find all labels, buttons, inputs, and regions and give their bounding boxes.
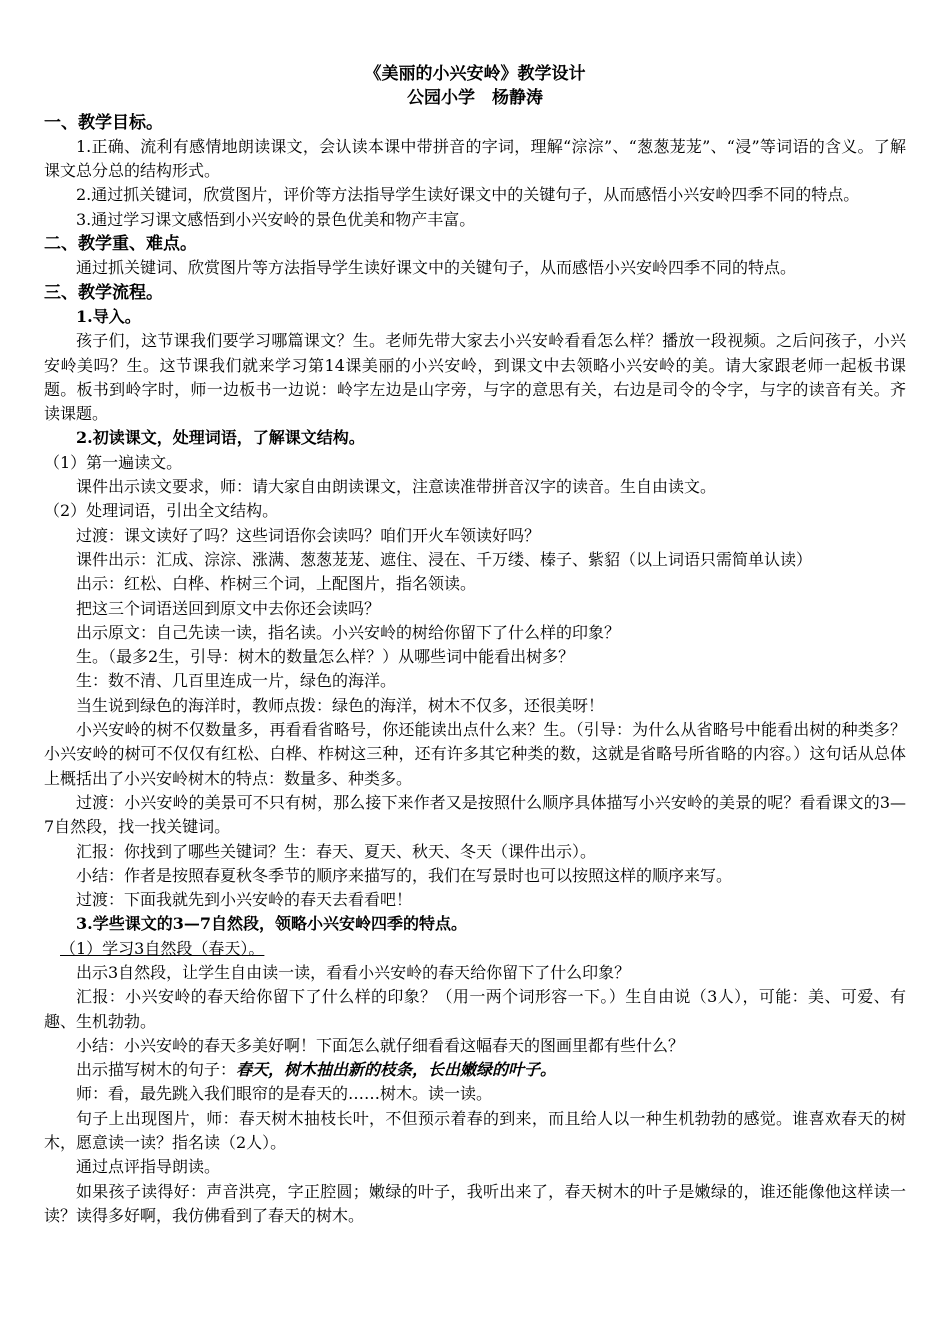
- paragraph: 生。（最多2生，引导：树木的数量怎么样？）从哪些词中能看出树多？: [76, 647, 575, 667]
- step-2-item-1: （1）第一遍读文。: [44, 452, 183, 472]
- paragraph: 过渡：课文读好了吗？这些词语你会读吗？咱们开火车领读好吗？: [76, 525, 541, 545]
- section-heading-goals: 一、教学目标。: [44, 112, 163, 133]
- paragraph: 句子上出现图片，师：春天树木抽枝长叶，不但预示着春的到来，而且给人以一种生机勃勃的感觉。谁喜欢春天的树木，愿意读一读？指名读（2人）。: [44, 1108, 906, 1153]
- step-3-item-1: （1）学习3自然段（春天）。: [60, 938, 265, 958]
- paragraph: 生：数不清、几百里连成一片，绿色的海洋。: [76, 671, 397, 691]
- paragraph: 过渡：下面我就先到小兴安岭的春天去看看吧！: [76, 890, 413, 910]
- paragraph: 师：看，最先跳入我们眼帘的是春天的……树木。读一读。: [76, 1084, 493, 1104]
- step-3-item-1-wrap: [44, 937, 906, 961]
- step-2-heading: 2.初读课文，处理词语，了解课文结构。: [76, 428, 365, 448]
- paragraph: 汇报：小兴安岭的春天给你留下了什么样的印象？（用一两个词形容一下。）生自由说（3人），可能：美、可爱、有趣、生机勃勃。: [44, 987, 906, 1031]
- paragraph: 通过点评指导朗读。: [76, 1157, 221, 1177]
- paragraph: 出示：红松、白桦、柞树三个词，上配图片，指名领读。: [76, 574, 477, 594]
- paragraph: 汇报：你找到了哪些关键词？生：春天、夏天、秋天、冬天（课件出示）。: [76, 841, 597, 861]
- paragraph: 把这三个词语送回到原文中去你还会读吗？: [76, 598, 381, 618]
- spring-sentence: 春天，树木抽出新的枝条，长出嫩绿的叶子。: [236, 1060, 557, 1080]
- paragraph: 小结：小兴安岭的春天多美好啊！下面怎么就仔细看看这幅春天的图画里都有些什么？: [76, 1035, 685, 1055]
- spring-sentence-paragraph: [44, 1058, 906, 1082]
- step-1-heading: 1.导入。: [76, 306, 141, 326]
- step-1-text: 孩子们，这节课我们要学习哪篇课文？生。老师先带大家去小兴安岭看看怎么样？播放一段视频。之后问孩子，小兴安岭美吗？生。这节课我们就来学习第14课美丽的小兴安岭，到课文中去领略小兴安岭的美。请大家跟老师一起板书课题。板书到岭字时，师一边板书一边说：岭字左边是山字旁，与字的意思有关，右边是司令的令字，与字的读音有关。齐读课题。: [44, 331, 906, 424]
- spring-sentence-prefix: 出示描写树木的句子：: [76, 1060, 237, 1080]
- paragraph: 出示原文：自己先读一读，指名读。小兴安岭的树给你留下了什么样的印象？: [76, 622, 621, 642]
- paragraph: 当生说到绿色的海洋时，教师点拨：绿色的海洋，树木不仅多，还很美呀！: [76, 695, 605, 715]
- paragraph: 课件出示：汇成、淙淙、涨满、葱葱茏茏、遮住、浸在、千万缕、榛子、紫貂（以上词语只需简单认读）: [76, 549, 813, 569]
- document-title: 《美丽的小兴安岭》教学设计: [364, 64, 586, 84]
- paragraph: 小兴安岭的树不仅数量多，再看看省略号，你还能读出点什么来？生。（引导：为什么从省略号中能看出树的种类多？小兴安岭的树可不仅仅有红松、白桦、柞树这三种，还有许多其它种类的数，这就是省略号所省略的内容。）这句话从总体上概括出了小兴安岭树木的特点：数量多、种类多。: [44, 720, 906, 788]
- paragraph: 如果孩子读得好：声音洪亮，字正腔圆；嫩绿的叶子，我听出来了，春天树木的叶子是嫩绿的，谁还能像他这样读一读？读得多好啊，我仿佛看到了春天的树木。: [44, 1181, 906, 1225]
- section-heading-process: 三、教学流程。: [44, 282, 163, 303]
- paragraph: 过渡：小兴安岭的美景可不只有树，那么接下来作者又是按照什么顺序具体描写小兴安岭的美景的呢？看看课文的3—7自然段，找一找关键词。: [44, 792, 906, 837]
- goal-2: 2.通过抓关键词，欣赏图片，评价等方法指导学生读好课文中的关键句子，从而感悟小兴安岭四季不同的特点。: [76, 185, 860, 205]
- key-points-text: 通过抓关键词、欣赏图片等方法指导学生读好课文中的关键句子，从而感悟小兴安岭四季不同的特点。: [76, 258, 797, 278]
- step-2-item-1-text: 课件出示读文要求，师：请大家自由朗读课文，注意读准带拼音汉字的读音。生自由读文。: [76, 477, 717, 497]
- step-2-item-2: （2）处理词语，引出全文结构。: [44, 501, 279, 521]
- goal-3: 3.通过学习课文感悟到小兴安岭的景色优美和物产丰富。: [76, 209, 476, 229]
- paragraph: 出示3自然段，让学生自由读一读，看看小兴安岭的春天给你留下了什么印象？: [76, 962, 631, 982]
- step-3-heading: 3.学些课文的3—7自然段，领略小兴安岭四季的特点。: [76, 914, 467, 934]
- paragraph: 小结：作者是按照春夏秋冬季节的顺序来描写的，我们在写景时也可以按照这样的顺序来写。: [76, 865, 733, 885]
- section-heading-key-points: 二、教学重、难点。: [44, 234, 197, 255]
- document-author: 公园小学 杨静涛: [407, 88, 543, 109]
- goal-1: 1.正确、流利有感情地朗读课文，会认读本课中带拼音的字词，理解“淙淙”、“葱葱茏茏”、“浸”等词语的含义。了解课文总分总的结构形式。: [44, 136, 906, 181]
